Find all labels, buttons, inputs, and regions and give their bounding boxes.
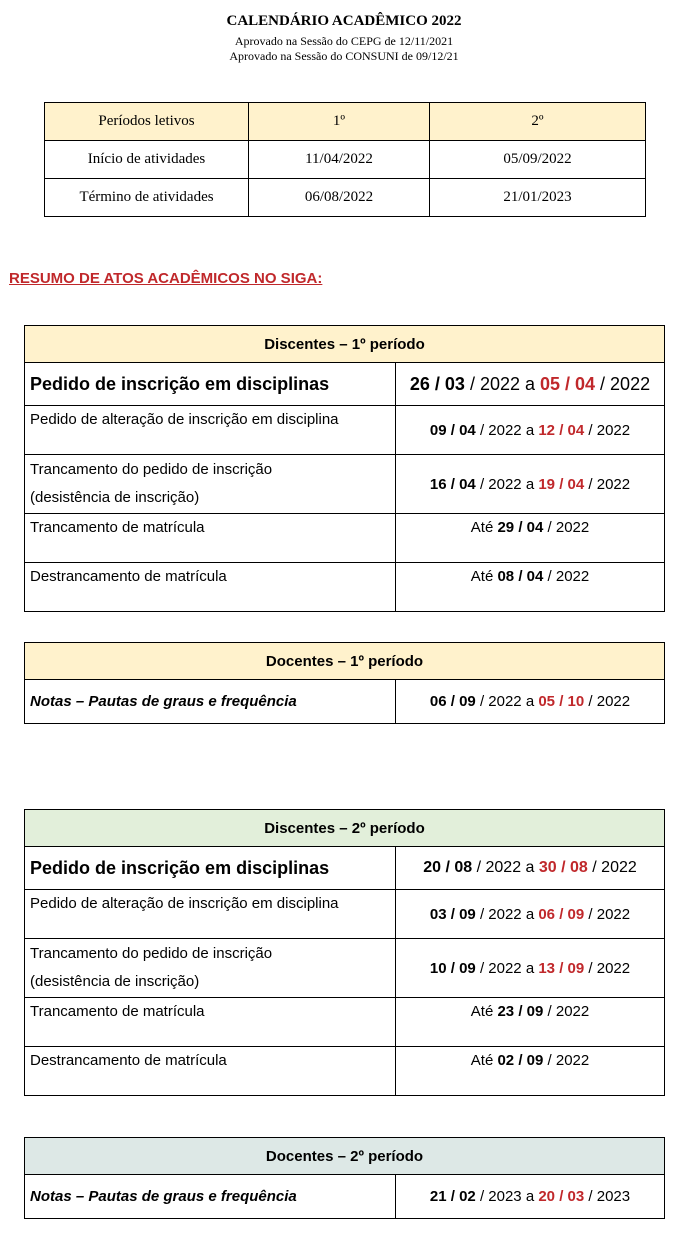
- row-label: Trancamento do pedido de inscrição (desistência de inscrição): [25, 939, 396, 998]
- table-cell: 05/09/2022: [430, 141, 646, 179]
- date-deadline: Até 23 / 09 / 2022: [396, 998, 665, 1047]
- table-cell: 11/04/2022: [249, 141, 430, 179]
- table-row: [25, 680, 665, 724]
- approval-cepg: Aprovado na Sessão do CEPG de 12/11/2021: [234, 34, 454, 48]
- table-header-cell: 2º: [430, 103, 646, 141]
- row-label: Trancamento de matrícula: [25, 514, 396, 563]
- periods-table: [44, 102, 646, 217]
- table-row: [45, 103, 646, 141]
- date-range: 21 / 02 / 2023 a 20 / 03 / 2023: [396, 1175, 665, 1219]
- table-row: [25, 1138, 665, 1175]
- table-row: [25, 939, 665, 998]
- table-cell: Início de atividades: [45, 141, 249, 179]
- docentes-2-table: [24, 1137, 665, 1219]
- row-label: Notas – Pautas de graus e frequência: [25, 1175, 396, 1219]
- approval-consuni: Aprovado na Sessão do CONSUNI de 09/12/21: [229, 49, 459, 63]
- date-range: 20 / 08 / 2022 a 30 / 08 / 2022: [396, 847, 665, 890]
- table-title: Docentes – 1º período: [25, 643, 665, 680]
- table-title: Docentes – 2º período: [25, 1138, 665, 1175]
- table-cell: Término de atividades: [45, 179, 249, 217]
- row-label: Notas – Pautas de graus e frequência: [25, 680, 396, 724]
- table-row: [45, 141, 646, 179]
- discentes-1-table: [24, 325, 665, 612]
- table-cell: 06/08/2022: [249, 179, 430, 217]
- date-range: 16 / 04 / 2022 a 19 / 04 / 2022: [396, 455, 665, 514]
- row-label: Pedido de alteração de inscrição em disciplina: [25, 406, 396, 455]
- date-range: 06 / 09 / 2022 a 05 / 10 / 2022: [396, 680, 665, 724]
- date-range: 10 / 09 / 2022 a 13 / 09 / 2022: [396, 939, 665, 998]
- section-title: RESUMO DE ATOS ACADÊMICOS NO SIGA:: [9, 270, 323, 287]
- date-deadline: Até 08 / 04 / 2022: [396, 563, 665, 612]
- table-cell: 21/01/2023: [430, 179, 646, 217]
- date-range: 09 / 04 / 2022 a 12 / 04 / 2022: [396, 406, 665, 455]
- table-title: Discentes – 1º período: [25, 326, 665, 363]
- row-label: Pedido de alteração de inscrição em disciplina: [25, 890, 396, 939]
- row-label: Destrancamento de matrícula: [25, 1047, 396, 1096]
- table-row: [25, 326, 665, 363]
- document-title: CALENDÁRIO ACADÊMICO 2022: [226, 13, 462, 29]
- table-row: [25, 563, 665, 612]
- docentes-1-table: [24, 642, 665, 724]
- row-label: Trancamento do pedido de inscrição (desistência de inscrição): [25, 455, 396, 514]
- table-row: [25, 1175, 665, 1219]
- table-row: [25, 406, 665, 455]
- discentes-2-table: [24, 809, 665, 1096]
- table-row: [25, 455, 665, 514]
- table-header-cell: 1º: [249, 103, 430, 141]
- table-title: Discentes – 2º período: [25, 810, 665, 847]
- row-label: Pedido de inscrição em disciplinas: [25, 363, 396, 406]
- table-row: [25, 810, 665, 847]
- date-deadline: Até 29 / 04 / 2022: [396, 514, 665, 563]
- table-row: [25, 1047, 665, 1096]
- date-range: 26 / 03 / 2022 a 05 / 04 / 2022: [396, 363, 665, 406]
- row-label: Trancamento de matrícula: [25, 998, 396, 1047]
- table-row: [25, 363, 665, 406]
- table-row: [25, 890, 665, 939]
- row-label: Destrancamento de matrícula: [25, 563, 396, 612]
- table-header-cell: Períodos letivos: [45, 103, 249, 141]
- table-row: [25, 643, 665, 680]
- table-row: [25, 998, 665, 1047]
- row-label: Pedido de inscrição em disciplinas: [25, 847, 396, 890]
- date-deadline: Até 02 / 09 / 2022: [396, 1047, 665, 1096]
- table-row: [25, 847, 665, 890]
- table-row: [25, 514, 665, 563]
- date-range: 03 / 09 / 2022 a 06 / 09 / 2022: [396, 890, 665, 939]
- table-row: [45, 179, 646, 217]
